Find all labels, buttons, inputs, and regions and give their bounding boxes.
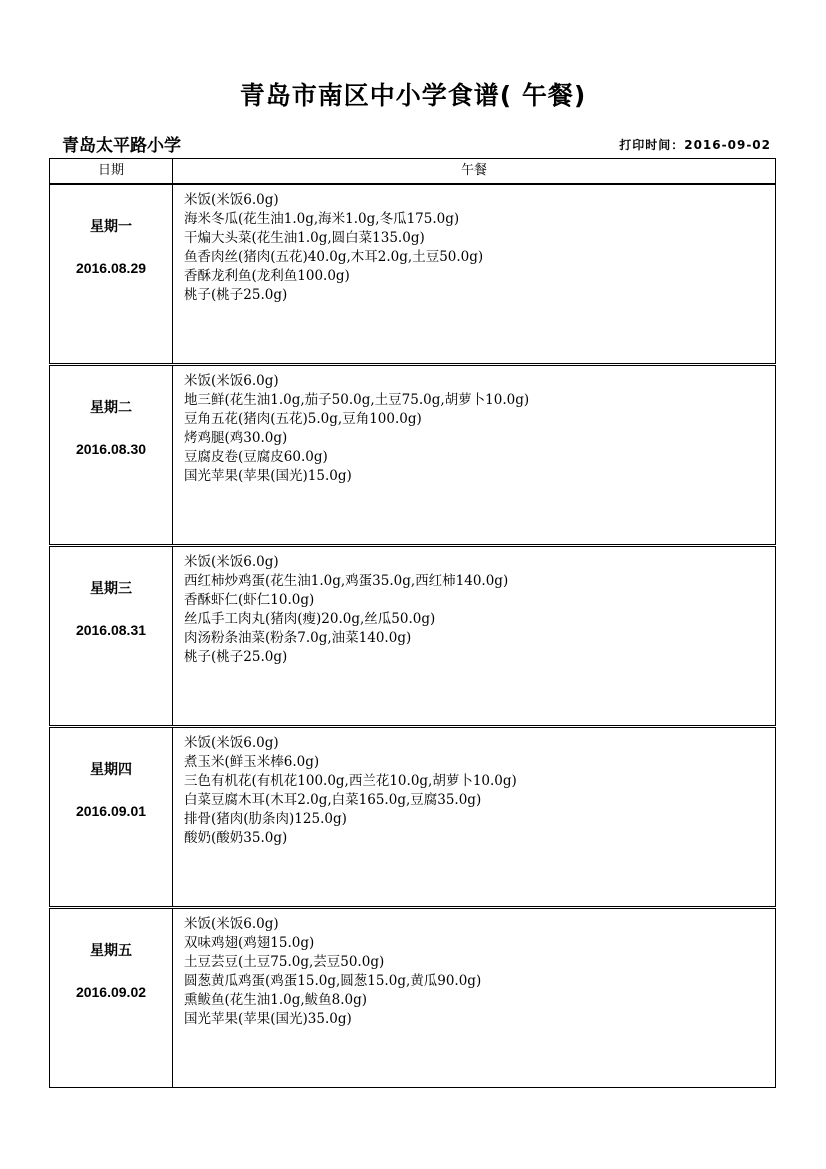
menu-item: 米饭(米饭6.0g) xyxy=(184,916,279,932)
menu-item: 米饭(米饭6.0g) xyxy=(184,554,279,570)
menu-item: 烤鸡腿(鸡30.0g) xyxy=(184,430,288,446)
menu-item: 国光苹果(苹果(国光)15.0g) xyxy=(184,468,352,484)
menu-item: 土豆芸豆(土豆75.0g,芸豆50.0g) xyxy=(184,954,385,970)
menu-cell xyxy=(173,547,775,725)
page-title: 青岛市南区中小学食谱( 午餐) xyxy=(239,81,587,110)
weekday-label: 星期一 xyxy=(90,219,132,235)
menu-item: 香酥虾仁(虾仁10.0g) xyxy=(184,592,315,608)
date-value: 2016.09.02 xyxy=(75,984,147,1000)
day-row-monday xyxy=(49,184,776,364)
menu-cell xyxy=(173,185,775,363)
date-cell xyxy=(50,909,173,1087)
weekday-label: 星期五 xyxy=(90,943,132,959)
date-value: 2016.08.31 xyxy=(75,622,147,638)
menu-cell xyxy=(173,366,775,544)
menu-item: 丝瓜手工肉丸(猪肉(瘦)20.0g,丝瓜50.0g) xyxy=(184,611,436,627)
menu-item: 香酥龙利鱼(龙利鱼100.0g) xyxy=(184,268,350,284)
menu-item: 双味鸡翅(鸡翅15.0g) xyxy=(184,935,315,951)
date-cell xyxy=(50,728,173,906)
table-header xyxy=(49,158,776,184)
day-row-thursday xyxy=(49,727,776,907)
date-value: 2016.08.30 xyxy=(75,441,147,457)
menu-item: 海米冬瓜(花生油1.0g,海米1.0g,冬瓜175.0g) xyxy=(184,211,460,227)
menu-item: 米饭(米饭6.0g) xyxy=(184,735,279,751)
date-cell xyxy=(50,547,173,725)
day-row-wednesday xyxy=(49,546,776,726)
header-date: 日期 xyxy=(50,159,173,183)
header-lunch: 午餐 xyxy=(460,163,487,178)
menu-item: 排骨(猪肉(肋条肉)125.0g) xyxy=(184,811,347,827)
menu-item: 三色有机花(有机花100.0g,西兰花10.0g,胡萝卜10.0g) xyxy=(184,773,517,789)
menu-item: 豆腐皮卷(豆腐皮60.0g) xyxy=(184,449,328,465)
print-time: 打印时间：2016-09-02 xyxy=(619,138,771,152)
date-value: 2016.08.29 xyxy=(75,260,147,276)
menu-item: 煮玉米(鲜玉米棒6.0g) xyxy=(184,754,320,770)
menu-item: 圆葱黄瓜鸡蛋(鸡蛋15.0g,圆葱15.0g,黄瓜90.0g) xyxy=(184,973,482,989)
weekday-label: 星期二 xyxy=(90,400,132,416)
menu-item: 鱼香肉丝(猪肉(五花)40.0g,木耳2.0g,土豆50.0g) xyxy=(184,249,484,265)
weekday-label: 星期四 xyxy=(90,762,132,778)
date-cell xyxy=(50,185,173,363)
menu-item: 酸奶(酸奶35.0g) xyxy=(184,830,288,846)
menu-cell xyxy=(173,909,775,1087)
menu-item: 国光苹果(苹果(国光)35.0g) xyxy=(184,1011,352,1027)
menu-item: 地三鲜(花生油1.0g,茄子50.0g,土豆75.0g,胡萝卜10.0g) xyxy=(184,392,530,408)
weekday-label: 星期三 xyxy=(90,581,132,597)
school-name: 青岛太平路小学 xyxy=(62,136,181,156)
menu-item: 肉汤粉条油菜(粉条7.0g,油菜140.0g) xyxy=(184,630,412,646)
menu-item: 熏鲅鱼(花生油1.0g,鲅鱼8.0g) xyxy=(184,992,368,1008)
date-cell xyxy=(50,366,173,544)
menu-item: 豆角五花(猪肉(五花)5.0g,豆角100.0g) xyxy=(184,411,422,427)
menu-item: 米饭(米饭6.0g) xyxy=(184,192,279,208)
menu-cell xyxy=(173,728,775,906)
menu-item: 桃子(桃子25.0g) xyxy=(184,287,288,303)
day-row-tuesday xyxy=(49,365,776,545)
menu-item: 桃子(桃子25.0g) xyxy=(184,649,288,665)
day-row-friday xyxy=(49,908,776,1088)
menu-item: 米饭(米饭6.0g) xyxy=(184,373,279,389)
menu-item: 西红柿炒鸡蛋(花生油1.0g,鸡蛋35.0g,西红柿140.0g) xyxy=(184,573,509,589)
menu-item: 白菜豆腐木耳(木耳2.0g,白菜165.0g,豆腐35.0g) xyxy=(184,792,482,808)
menu-item: 干煸大头菜(花生油1.0g,圆白菜135.0g) xyxy=(184,230,425,246)
date-value: 2016.09.01 xyxy=(75,803,147,819)
